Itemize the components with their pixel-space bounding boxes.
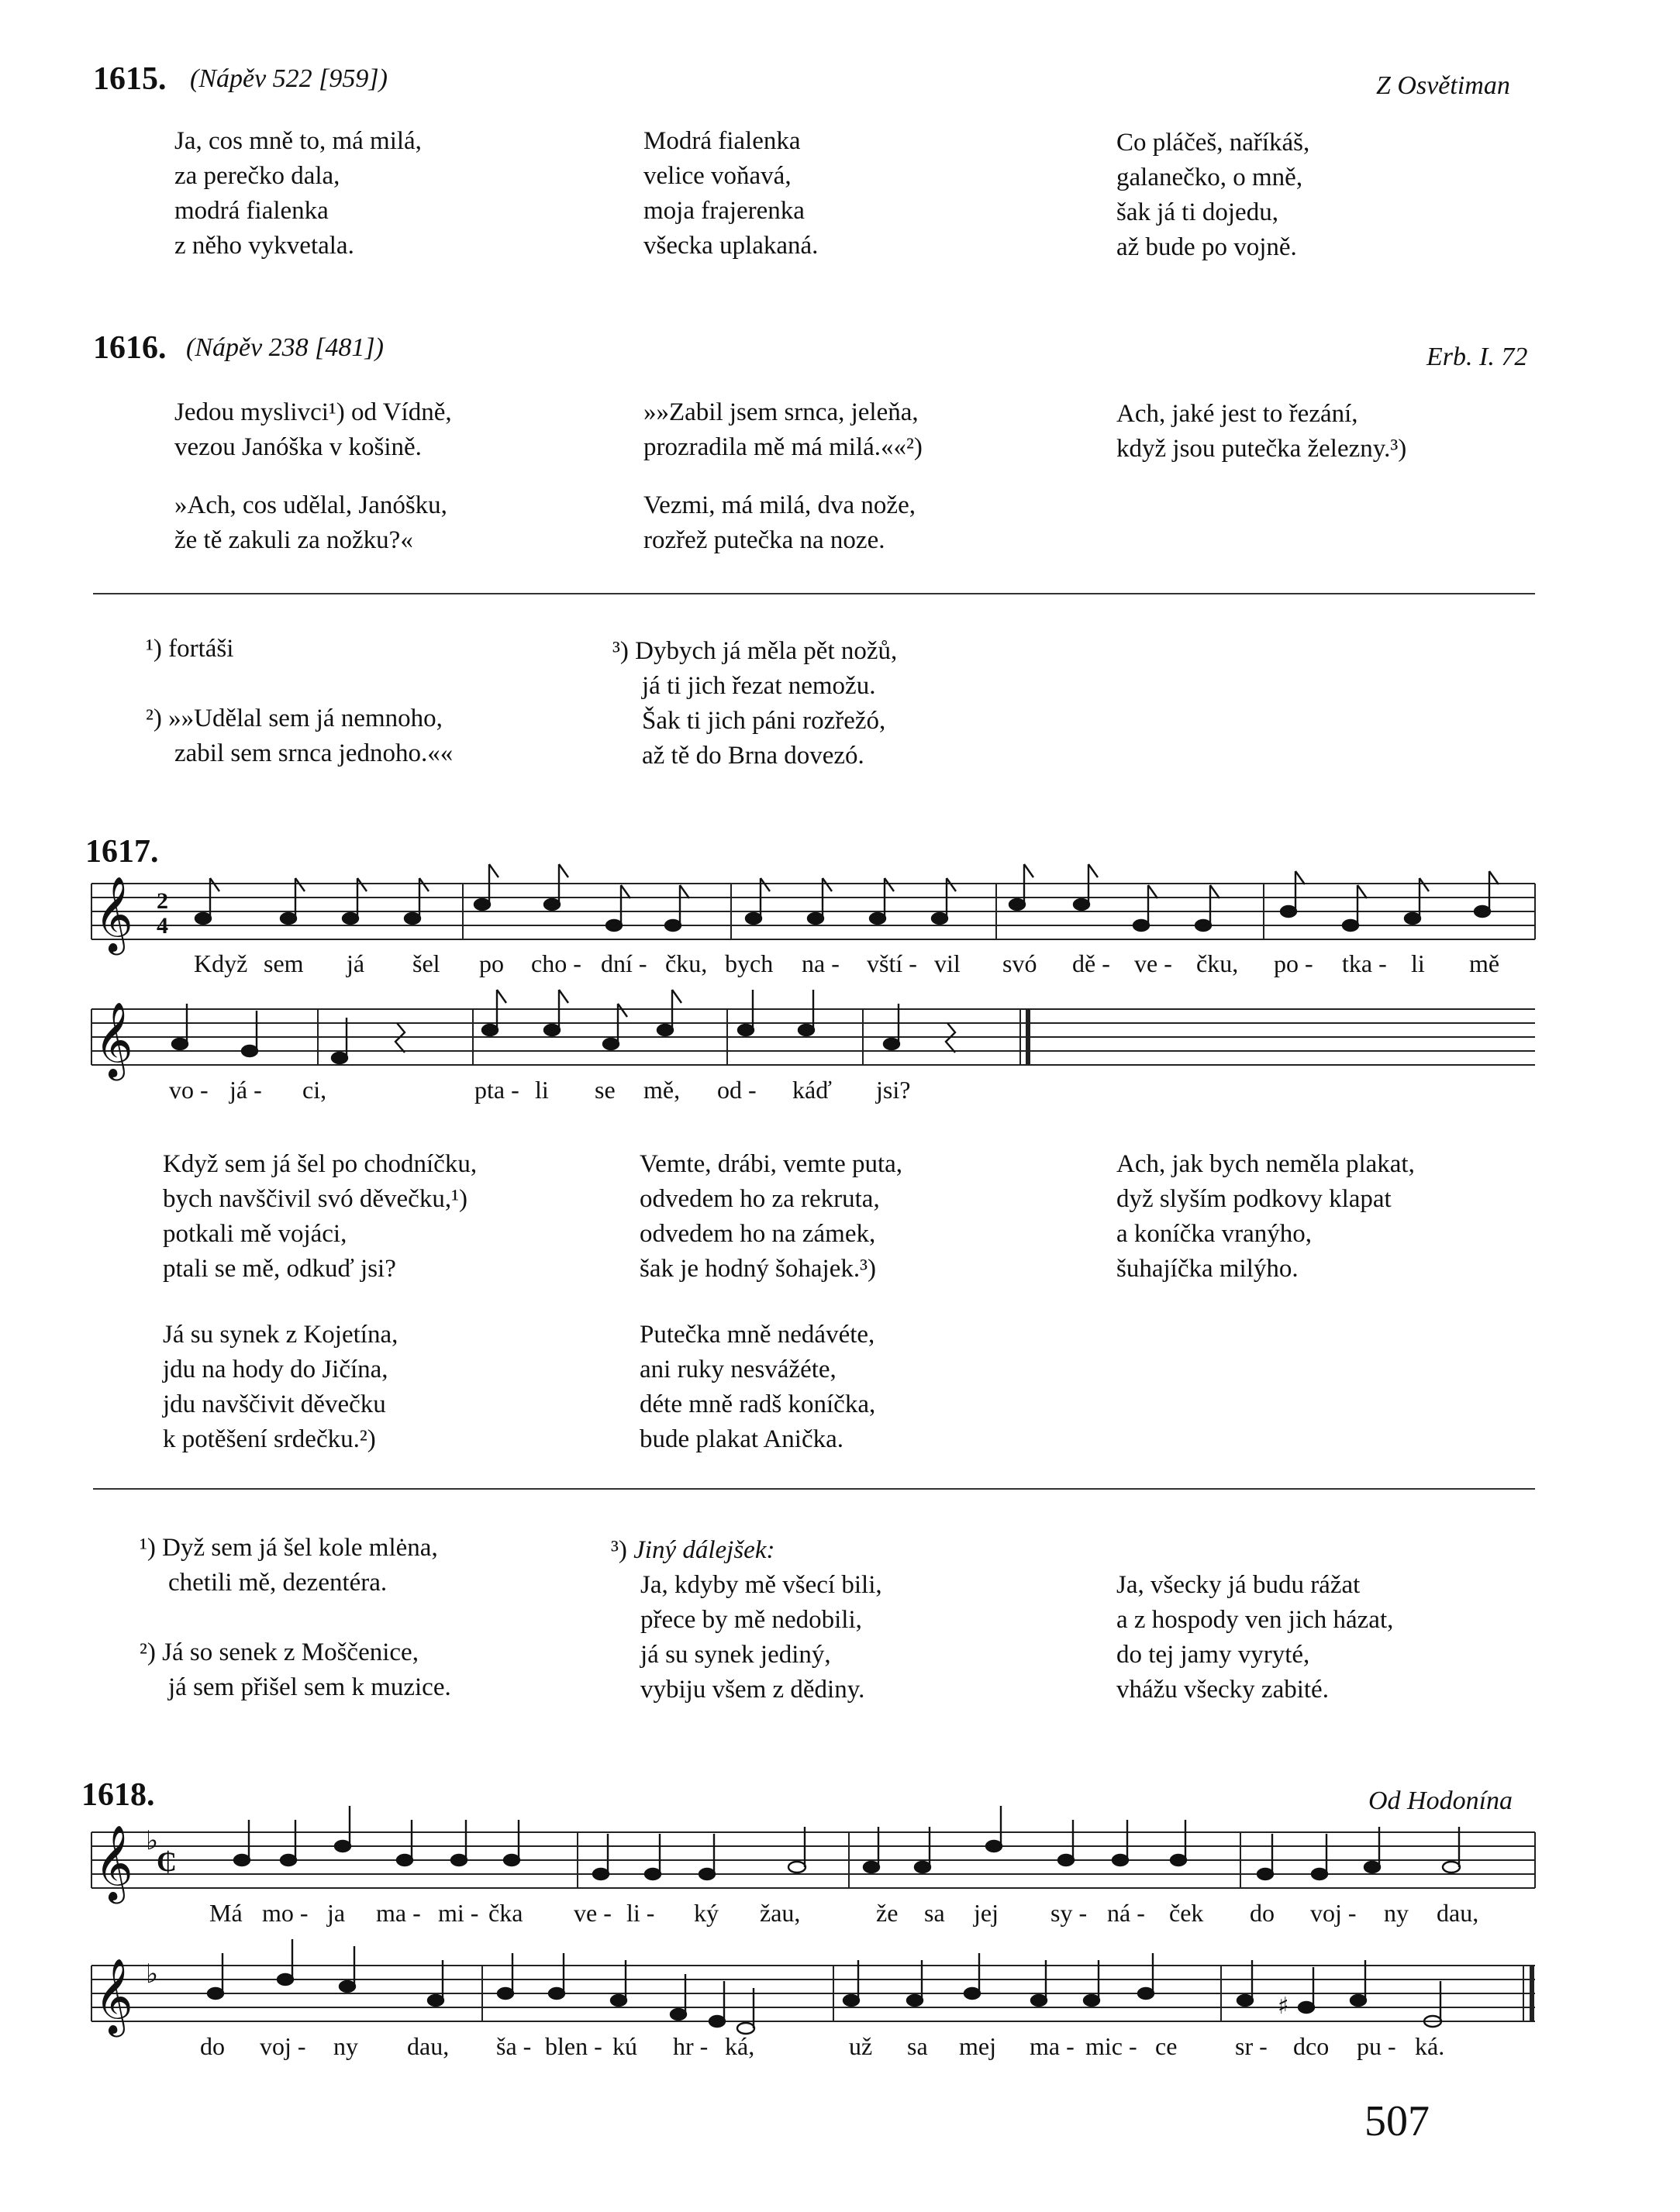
svg-text:2: 2: [157, 888, 168, 914]
melody-reference-1616: (Nápěv 238 [481]): [186, 333, 384, 362]
song-number-1616: 1616.: [93, 330, 167, 366]
stanza-1615-3: Co pláčeš, naříkáš, galanečko, o mně, šak já ti dojedu, až bude po vojně.: [1116, 129, 1310, 261]
song-source-1618: Od Hodonína: [1368, 1786, 1513, 1815]
stanza-1617-2: Vemte, drábi, vemte puta, odvedem ho za rekruta, odvedem ho na zámek, šak je hodný šohajek.³): [640, 1150, 903, 1283]
svg-text:₵: ₵: [157, 1846, 177, 1877]
stanza-1615-2: Modrá fialenka velice voňavá, moja frajerenka všecka uplakaná.: [643, 127, 819, 260]
stanza-1616-2: »»Zabil jsem srnca, jeleňa, prozradila mě má milá.««²): [643, 398, 923, 461]
song-source-1616: Erb. I. 72: [1426, 343, 1528, 371]
stanza-1615-1: Ja, cos mně to, má milá, za perečko dala, modrá fialenka z něho vykvetala.: [174, 127, 422, 260]
stanza-1616-1: Jedou myslivci¹) od Vídně, vezou Janóška v košině.: [174, 398, 452, 461]
song-number-1618: 1618.: [81, 1777, 155, 1813]
svg-text:𝄞: 𝄞: [95, 1824, 133, 1900]
stanza-1616-3: Ach, jaké jest to řezání, když jsou putečka železny.³): [1116, 400, 1407, 463]
svg-text:𝄞: 𝄞: [95, 1001, 133, 1077]
svg-text:𝄞: 𝄞: [95, 876, 133, 952]
svg-text:4: 4: [157, 913, 168, 939]
page-number: 507: [1364, 2097, 1430, 2145]
svg-text:♯: ♯: [1278, 1993, 1289, 2020]
melody-reference-1615: (Nápěv 522 [959]): [190, 64, 388, 93]
stanza-1617-4: Já su synek z Kojetína, jdu na hody do Jičína, jdu navščivit děvečku k potěšení srdečku.²): [163, 1321, 398, 1453]
svg-text:𝄞: 𝄞: [95, 1958, 133, 2034]
svg-text:♭: ♭: [146, 1959, 159, 1990]
svg-text:♭: ♭: [146, 1825, 159, 1856]
stanza-1617-1: Když sem já šel po chodníčku, bych navščivil svó děvečku,¹) potkali mě vojáci, ptali se mě, odkuď jsi?: [163, 1150, 478, 1283]
stanza-1617-5: Putečka mně nedávéte, ani ruky nesvážéte, déte mně radš koníčka, bude plakat Anička.: [640, 1321, 876, 1453]
footnote-1617-2: ²) Já so senek z Moščenice, já sem přišel sem k muzice.: [140, 1638, 451, 1701]
stanza-1617-3: Ach, jak bych neměla plakat, dyž slyším podkovy klapat a koníčka vranýho, šuhajíčka milýho.: [1116, 1150, 1415, 1283]
stanza-1616-4: »Ach, cos udělal, Janóšku, že tě zakuli za nožku?«: [174, 491, 447, 554]
footnote-1616-1: ¹) fortáši: [146, 635, 234, 663]
footnote-1617-1: ¹) Dyž sem já šel kole mlėna, chetili mě, dezentéra.: [140, 1534, 438, 1597]
footnote-1616-3: ³) Dybych já měla pět nožů, já ti jich řezat nemožu. Šak ti jich páni rozřežó, až tě do Brna dovezó.: [612, 637, 898, 770]
song-number-1617: 1617.: [85, 834, 159, 870]
footnote-1616-2: ²) »»Udělal sem já nemnoho, zabil sem srnca jednoho.««: [146, 705, 454, 767]
footnote-1617-3-cont: Ja, všecky já budu rážat a z hospody ven jich házat, do tej jamy vyryté, vhážu všecky zabité.: [1116, 1571, 1394, 1704]
song-source-1615: Z Osvětiman: [1376, 71, 1510, 100]
stanza-1616-5: Vezmi, má milá, dva nože, rozřež putečka na noze.: [643, 491, 916, 554]
footnote-1617-3: ³) Jiný dálejšek: Ja, kdyby mě všecí bili, přece by mě nedobili, já su synek jediný, vybiju všem z dědiny.: [611, 1536, 882, 1704]
song-number-1615: 1615.: [93, 61, 167, 97]
